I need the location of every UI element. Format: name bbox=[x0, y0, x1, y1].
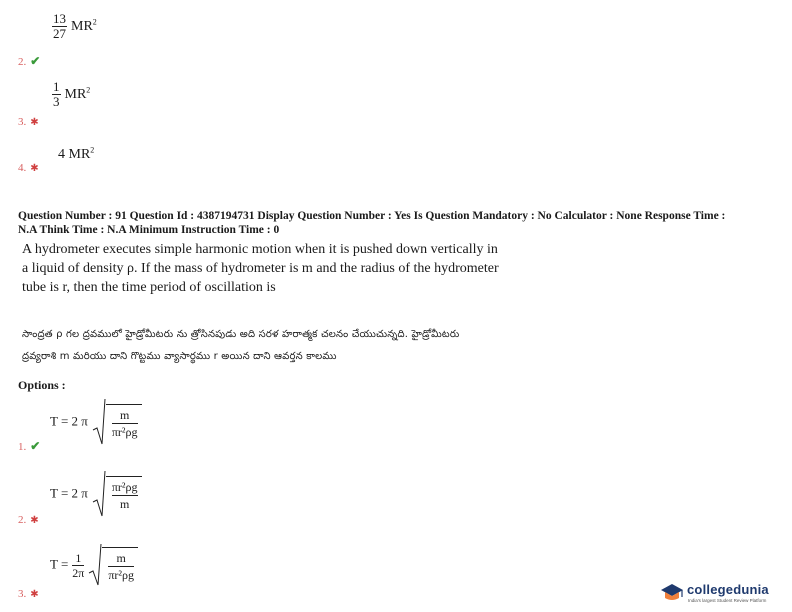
option-2[interactable]: 2. ✱ bbox=[18, 514, 39, 526]
question-meta bbox=[18, 209, 778, 237]
option-3[interactable]: 3. ✱ bbox=[18, 588, 39, 600]
prev-option-3-expression: $\frac{1}{3}$ $MR^2$ bbox=[53, 79, 91, 109]
graduation-cap-icon bbox=[660, 582, 684, 604]
wrong-cross-icon: ✱ bbox=[30, 163, 39, 174]
option-3-expression: T = $\frac{1}{2\pi}$ $\frac{m}{\text{πr²ρg}}$ bbox=[50, 543, 138, 587]
option-1-expression: T = 2 π $\frac{m}{\text{πr²ρg}}$ bbox=[50, 398, 142, 446]
wrong-cross-icon: ✱ bbox=[30, 117, 39, 128]
sqrt-symbol: $\frac{m}{\text{πr²ρg}}$ bbox=[88, 543, 138, 587]
options-label: Options : bbox=[18, 378, 66, 392]
prev-option-4: 4. ✱ bbox=[18, 162, 39, 174]
question-meta-line-2: N.A Think Time : N.A Minimum Instruction Time : 0 bbox=[18, 224, 280, 236]
correct-check-icon: ✔ bbox=[30, 54, 41, 68]
question-text-telugu: సాంద్రత ρ గల ద్రవములో హైడ్రోమీటరు ను త్రోసినపుడు అది సరళ హరాత్మక చలనం చేయుచున్నది. హైడ్రోమీటరు ద్రవ్యరాశి m మరియు దాని గొట్టము వ్యాసార్థము r అయిన దాని ఆవర్తన కాలము bbox=[22, 329, 460, 362]
correct-check-icon: ✔ bbox=[30, 439, 41, 453]
logo-name: collegedunia bbox=[687, 582, 769, 597]
option-1[interactable]: 1. ✔ bbox=[18, 439, 41, 453]
question-text-english: A hydrometer executes simple harmonic motion when it is pushed down vertically in a liquid of density ρ. If the mass of hydrometer is m and the radius of the hydrometer tube is r, then the time period of oscillation is bbox=[22, 242, 499, 295]
prev-option-4-expression: 4 $MR^2$ bbox=[58, 145, 95, 162]
sqrt-symbol: $\frac{\text{πr²ρg}}{m}$ bbox=[92, 470, 142, 518]
logo-tagline: India's largest Student Review Platform bbox=[688, 598, 767, 603]
wrong-cross-icon: ✱ bbox=[30, 589, 39, 600]
prev-option-1-expression: $\frac{13}{27}$ $MR^2$ bbox=[53, 11, 97, 41]
prev-option-3: 3. ✱ bbox=[18, 116, 39, 128]
sqrt-symbol: $\frac{m}{\text{πr²ρg}}$ bbox=[92, 398, 142, 446]
collegedunia-logo bbox=[660, 580, 788, 608]
option-2-expression: T = 2 π $\frac{\text{πr²ρg}}{m}$ bbox=[50, 470, 142, 518]
wrong-cross-icon: ✱ bbox=[30, 515, 39, 526]
question-meta-line-1: Question Number : 91 Question Id : 4387194731 Display Question Number : Yes Is Question Mandatory : No Calculator : None Response Time : bbox=[18, 210, 726, 222]
prev-option-2: 2. ✔ bbox=[18, 54, 41, 68]
